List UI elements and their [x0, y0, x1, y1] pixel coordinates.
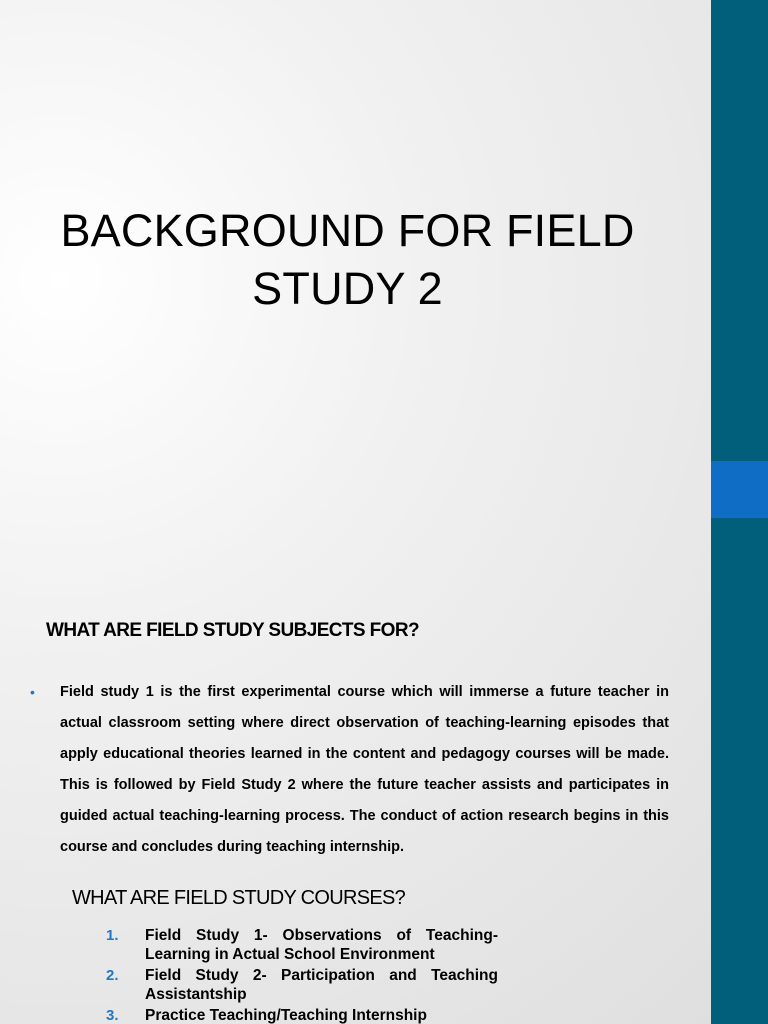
bullet-paragraph: Field study 1 is the first experimental course which will immerse a future teacher in actual classroom setting where direct observation of teaching-learning episodes that apply educational theories learned in the content and pedagogy courses will be made. This is followed by Field Study 2 where the future teacher assists and participates in guided actual teaching-learning process. The conduct of action research begins in this course and concludes during teaching internship. [60, 684, 669, 855]
course-number: 3. [106, 1007, 119, 1024]
course-text: Field Study 2- Participation and Teaching Assistantship [145, 967, 498, 1003]
course-item-2 [106, 966, 498, 1004]
sidebar-band [711, 0, 768, 1024]
course-number: 2. [106, 967, 119, 984]
course-list [106, 926, 498, 1024]
section-heading-courses: WHAT ARE FIELD STUDY COURSES? [72, 887, 406, 909]
course-text: Practice Teaching/Teaching Internship [145, 1007, 427, 1024]
section-heading-subjects: WHAT ARE FIELD STUDY SUBJECTS FOR? [46, 620, 419, 641]
course-item-1 [106, 926, 498, 964]
course-text: Field Study 1- Observations of Teaching-Learning in Actual School Environment [145, 927, 498, 963]
course-number: 1. [106, 927, 119, 944]
sidebar-accent-block [711, 461, 768, 518]
slide-title: BACKGROUND FOR FIELD STUDY 2 [60, 205, 635, 314]
course-item-3 [106, 1006, 498, 1024]
bullet-dot-icon: • [30, 684, 35, 700]
